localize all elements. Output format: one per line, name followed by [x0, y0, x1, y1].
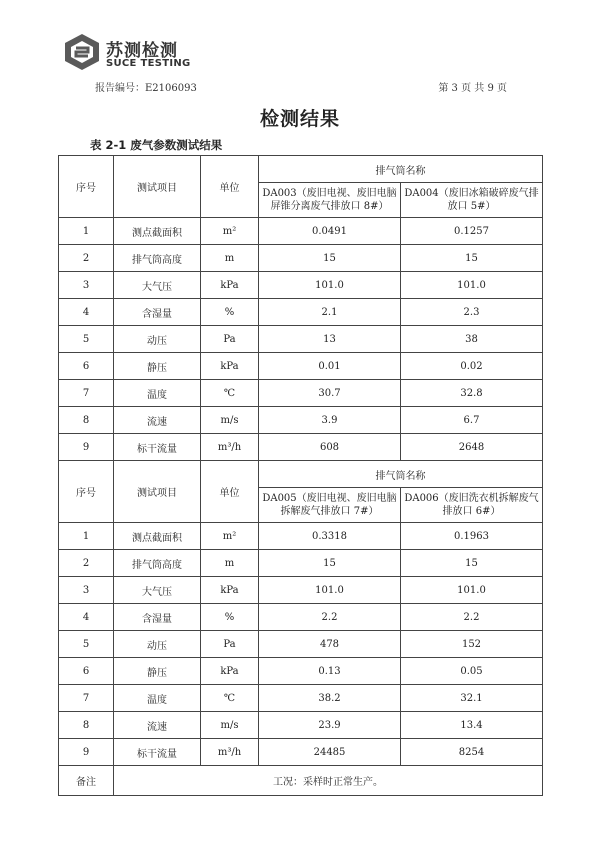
header-unit: 单位	[201, 156, 259, 218]
cell-item: 含湿量	[114, 299, 201, 326]
cell-unit: %	[201, 604, 259, 631]
cell-unit: m³/h	[201, 434, 259, 461]
cell-unit: m²	[201, 523, 259, 550]
cell-value: 2.2	[259, 604, 401, 631]
cell-value: 0.1257	[401, 218, 543, 245]
cell-value: 13.4	[401, 712, 543, 739]
logo-text-en: SUCE TESTING	[106, 58, 191, 69]
cell-item: 标干流量	[114, 739, 201, 766]
cell-unit: kPa	[201, 577, 259, 604]
cell-value: 101.0	[259, 272, 401, 299]
cell-item: 排气筒高度	[114, 550, 201, 577]
cell-value: 3.9	[259, 407, 401, 434]
company-logo	[62, 32, 207, 76]
cell-value: 23.9	[259, 712, 401, 739]
cell-value: 2648	[401, 434, 543, 461]
cell-value: 0.05	[401, 658, 543, 685]
cell-value: 2.1	[259, 299, 401, 326]
table-row	[59, 353, 543, 380]
cell-value: 101.0	[401, 577, 543, 604]
cell-value: 0.3318	[259, 523, 401, 550]
cell-seq: 5	[59, 326, 114, 353]
table-row	[59, 739, 543, 766]
cell-seq: 9	[59, 434, 114, 461]
cell-item: 含湿量	[114, 604, 201, 631]
cell-item: 测点截面积	[114, 523, 201, 550]
table-row	[59, 434, 543, 461]
cell-value: 24485	[259, 739, 401, 766]
cell-seq: 2	[59, 550, 114, 577]
cell-value: 38.2	[259, 685, 401, 712]
cell-seq: 7	[59, 685, 114, 712]
header-outlet-group: 排气筒名称	[259, 461, 543, 488]
cell-value: 32.8	[401, 380, 543, 407]
header-seq: 序号	[59, 156, 114, 218]
table-row	[59, 577, 543, 604]
table-row	[59, 299, 543, 326]
cell-item: 大气压	[114, 272, 201, 299]
cell-unit: %	[201, 299, 259, 326]
cell-value: 2.2	[401, 604, 543, 631]
table-row	[59, 272, 543, 299]
cell-value: 152	[401, 631, 543, 658]
cell-item: 标干流量	[114, 434, 201, 461]
cell-item: 动压	[114, 326, 201, 353]
cell-item: 温度	[114, 685, 201, 712]
cell-item: 静压	[114, 658, 201, 685]
cell-value: 0.1963	[401, 523, 543, 550]
cell-value: 32.1	[401, 685, 543, 712]
cell-item: 排气筒高度	[114, 245, 201, 272]
cell-seq: 3	[59, 272, 114, 299]
cell-value: 0.13	[259, 658, 401, 685]
cell-seq: 7	[59, 380, 114, 407]
remarks-label: 备注	[59, 766, 114, 796]
cell-value: 478	[259, 631, 401, 658]
table-row	[59, 523, 543, 550]
cell-value: 15	[401, 245, 543, 272]
header-seq: 序号	[59, 461, 114, 523]
header-outlet-da003: DA003（废旧电视、废旧电脑屏锥分离废气排放口 8#）	[259, 183, 401, 218]
table-row	[59, 712, 543, 739]
cell-unit: ℃	[201, 685, 259, 712]
table-row	[59, 326, 543, 353]
cell-item: 动压	[114, 631, 201, 658]
exhaust-parameters-table	[58, 155, 543, 796]
cell-seq: 8	[59, 407, 114, 434]
page-indicator: 第 3 页 共 9 页	[438, 83, 507, 94]
table-header-row	[59, 156, 543, 183]
cell-seq: 3	[59, 577, 114, 604]
cell-value: 15	[259, 550, 401, 577]
page-header	[0, 0, 600, 100]
cell-seq: 8	[59, 712, 114, 739]
cell-unit: kPa	[201, 272, 259, 299]
table-row	[59, 685, 543, 712]
cell-seq: 4	[59, 299, 114, 326]
cell-seq: 6	[59, 658, 114, 685]
table-row	[59, 218, 543, 245]
cell-unit: kPa	[201, 353, 259, 380]
header-item: 测试项目	[114, 461, 201, 523]
cell-seq: 4	[59, 604, 114, 631]
header-outlet-da006: DA006（废旧洗衣机拆解废气排放口 6#）	[401, 488, 543, 523]
remarks-text: 工况：采样时正常生产。	[114, 766, 543, 796]
report-number: 报告编号：E2106093	[95, 83, 197, 94]
table-caption: 表 2-1 废气参数测试结果	[90, 138, 223, 152]
cell-value: 608	[259, 434, 401, 461]
cell-unit: m	[201, 550, 259, 577]
cell-unit: m	[201, 245, 259, 272]
cell-value: 2.3	[401, 299, 543, 326]
logo-mark-icon	[62, 32, 102, 72]
cell-item: 流速	[114, 407, 201, 434]
cell-seq: 6	[59, 353, 114, 380]
cell-seq: 5	[59, 631, 114, 658]
cell-unit: m²	[201, 218, 259, 245]
cell-item: 流速	[114, 712, 201, 739]
header-outlet-da005: DA005（废旧电视、废旧电脑拆解废气排放口 7#）	[259, 488, 401, 523]
cell-seq: 1	[59, 218, 114, 245]
table-row	[59, 407, 543, 434]
cell-unit: Pa	[201, 326, 259, 353]
table-row	[59, 604, 543, 631]
cell-seq: 9	[59, 739, 114, 766]
cell-unit: Pa	[201, 631, 259, 658]
cell-value: 0.0491	[259, 218, 401, 245]
table-row	[59, 550, 543, 577]
cell-item: 大气压	[114, 577, 201, 604]
cell-item: 温度	[114, 380, 201, 407]
header-outlet-group: 排气筒名称	[259, 156, 543, 183]
header-item: 测试项目	[114, 156, 201, 218]
header-outlet-da004: DA004（废旧冰箱破碎废气排放口 5#）	[401, 183, 543, 218]
cell-value: 30.7	[259, 380, 401, 407]
cell-value: 15	[401, 550, 543, 577]
cell-seq: 2	[59, 245, 114, 272]
remarks-row	[59, 766, 543, 796]
cell-value: 0.01	[259, 353, 401, 380]
cell-unit: m³/h	[201, 739, 259, 766]
cell-value: 101.0	[401, 272, 543, 299]
cell-unit: ℃	[201, 380, 259, 407]
cell-value: 15	[259, 245, 401, 272]
cell-value: 101.0	[259, 577, 401, 604]
table-header-row	[59, 461, 543, 488]
page-title: 检测结果	[259, 108, 340, 130]
header-unit: 单位	[201, 461, 259, 523]
logo-text-cn: 苏测检测	[106, 41, 178, 61]
cell-value: 38	[401, 326, 543, 353]
cell-value: 8254	[401, 739, 543, 766]
table-row	[59, 245, 543, 272]
cell-value: 13	[259, 326, 401, 353]
cell-item: 静压	[114, 353, 201, 380]
table-row	[59, 631, 543, 658]
cell-value: 0.02	[401, 353, 543, 380]
cell-unit: m/s	[201, 712, 259, 739]
table-row	[59, 658, 543, 685]
cell-unit: kPa	[201, 658, 259, 685]
cell-unit: m/s	[201, 407, 259, 434]
cell-item: 测点截面积	[114, 218, 201, 245]
cell-value: 6.7	[401, 407, 543, 434]
cell-seq: 1	[59, 523, 114, 550]
table-row	[59, 380, 543, 407]
